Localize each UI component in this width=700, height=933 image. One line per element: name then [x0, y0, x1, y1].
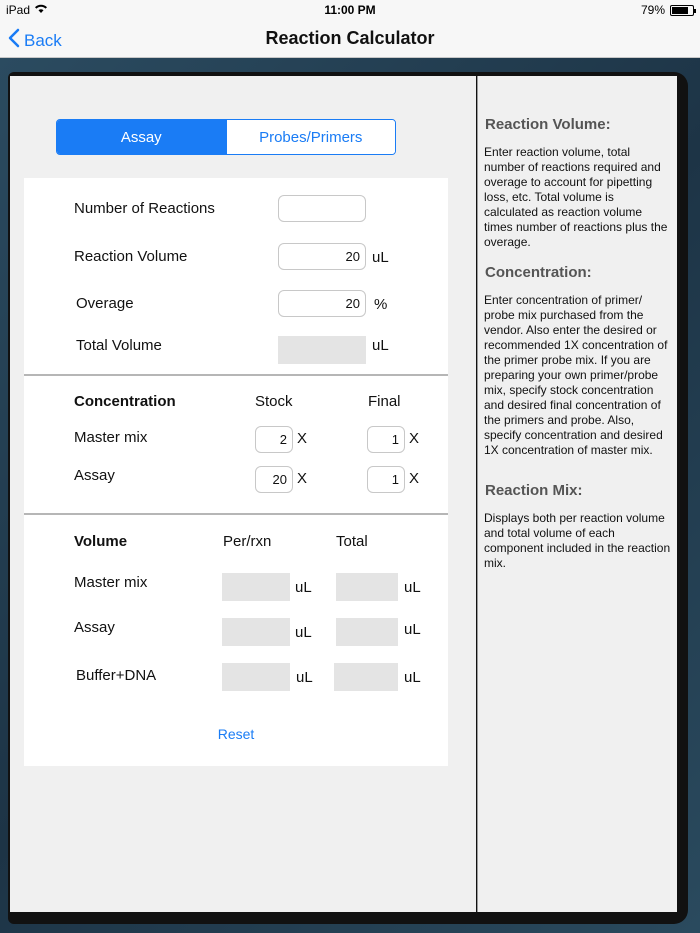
assay-per-rxn-unit: uL: [295, 624, 312, 641]
total-volume-label: Total Volume: [76, 337, 162, 354]
status-time: 11:00 PM: [324, 3, 376, 17]
reset-button[interactable]: Reset: [217, 726, 255, 742]
overage-label: Overage: [76, 295, 134, 312]
assay-per-rxn-output: [222, 618, 290, 646]
page-title: Reaction Calculator: [265, 28, 435, 48]
num-reactions-label: Number of Reactions: [74, 200, 215, 217]
help-concentration-text: Enter concentration of primer/ probe mix purchased from the vendor. Also enter the desired or recommended 1X concentration of the primer probe mix. If you are preparing your own primer/probe mix, specify stock concentration and desired final concentration of the primers and probe. Also, specify concentration and desired 1X concentration of master mix.: [484, 293, 668, 457]
master-mix-per-rxn-unit: uL: [295, 579, 312, 596]
help-panel: [477, 76, 677, 912]
help-reaction-mix-title: Reaction Mix:: [485, 482, 583, 499]
buffer-per-rxn-output: [222, 663, 290, 691]
buffer-per-rxn-unit: uL: [296, 669, 313, 686]
back-label: Back: [24, 30, 62, 50]
tab-probes-primers[interactable]: Probes/Primers: [226, 120, 396, 154]
total-volume-output: [278, 336, 366, 364]
assay-final-unit: X: [409, 470, 420, 487]
vol-master-mix-label: Master mix: [74, 574, 148, 591]
device-name: iPad: [6, 3, 31, 17]
tab-assay[interactable]: Assay: [57, 120, 226, 154]
battery-percent: 79%: [640, 3, 665, 17]
help-reaction-mix-text: Displays both per reaction volume and total volume of each component included in the reaction mix.: [484, 511, 671, 570]
reaction-volume-unit: uL: [372, 249, 389, 266]
buffer-total-output: [334, 663, 398, 691]
master-mix-stock-input[interactable]: 2: [255, 426, 293, 453]
total-header: Total: [336, 533, 368, 550]
assay-stock-input[interactable]: 20: [255, 466, 293, 493]
status-bar: [0, 0, 700, 20]
master-mix-stock-unit: X: [297, 430, 308, 447]
reaction-volume-input[interactable]: 20: [278, 243, 366, 270]
segmented-control: [56, 119, 396, 155]
volume-header: Volume: [74, 533, 128, 550]
reaction-volume-label: Reaction Volume: [74, 248, 188, 265]
battery-icon: [670, 5, 694, 16]
buffer-dna-label: Buffer+DNA: [76, 667, 157, 684]
master-mix-total-unit: uL: [404, 579, 421, 596]
assay-total-unit: uL: [404, 621, 421, 638]
overage-unit: %: [374, 296, 388, 313]
master-mix-per-rxn-output: [222, 573, 290, 601]
conc-assay-label: Assay: [74, 467, 115, 484]
vol-assay-label: Assay: [74, 619, 115, 636]
assay-final-input[interactable]: 1: [367, 466, 405, 493]
num-reactions-input[interactable]: [278, 195, 366, 222]
navigation-bar: [0, 20, 700, 58]
master-mix-final-unit: X: [409, 430, 420, 447]
buffer-total-unit: uL: [404, 669, 421, 686]
help-concentration-title: Concentration:: [485, 264, 592, 281]
stock-header: Stock: [255, 393, 293, 410]
total-volume-unit: uL: [372, 337, 389, 354]
master-mix-total-output: [336, 573, 398, 601]
help-reaction-volume-title: Reaction Volume:: [485, 116, 611, 133]
per-rxn-header: Per/rxn: [223, 533, 272, 550]
conc-master-mix-label: Master mix: [74, 429, 148, 446]
section-divider: [24, 513, 448, 515]
status-right: [641, 3, 694, 17]
calculator-form: [24, 178, 448, 766]
concentration-header: Concentration: [74, 393, 176, 410]
final-header: Final: [368, 393, 401, 410]
section-divider: [24, 374, 448, 376]
assay-stock-unit: X: [297, 470, 308, 487]
help-reaction-volume-text: Enter reaction volume, total number of reactions required and overage to account for pipetting loss, etc. Total volume is calculated as reaction volume times number of reactions plus the overage.: [484, 145, 668, 249]
overage-input[interactable]: 20: [278, 290, 366, 317]
battery-fill: [672, 7, 688, 14]
assay-total-output: [336, 618, 398, 646]
master-mix-final-input[interactable]: 1: [367, 426, 405, 453]
